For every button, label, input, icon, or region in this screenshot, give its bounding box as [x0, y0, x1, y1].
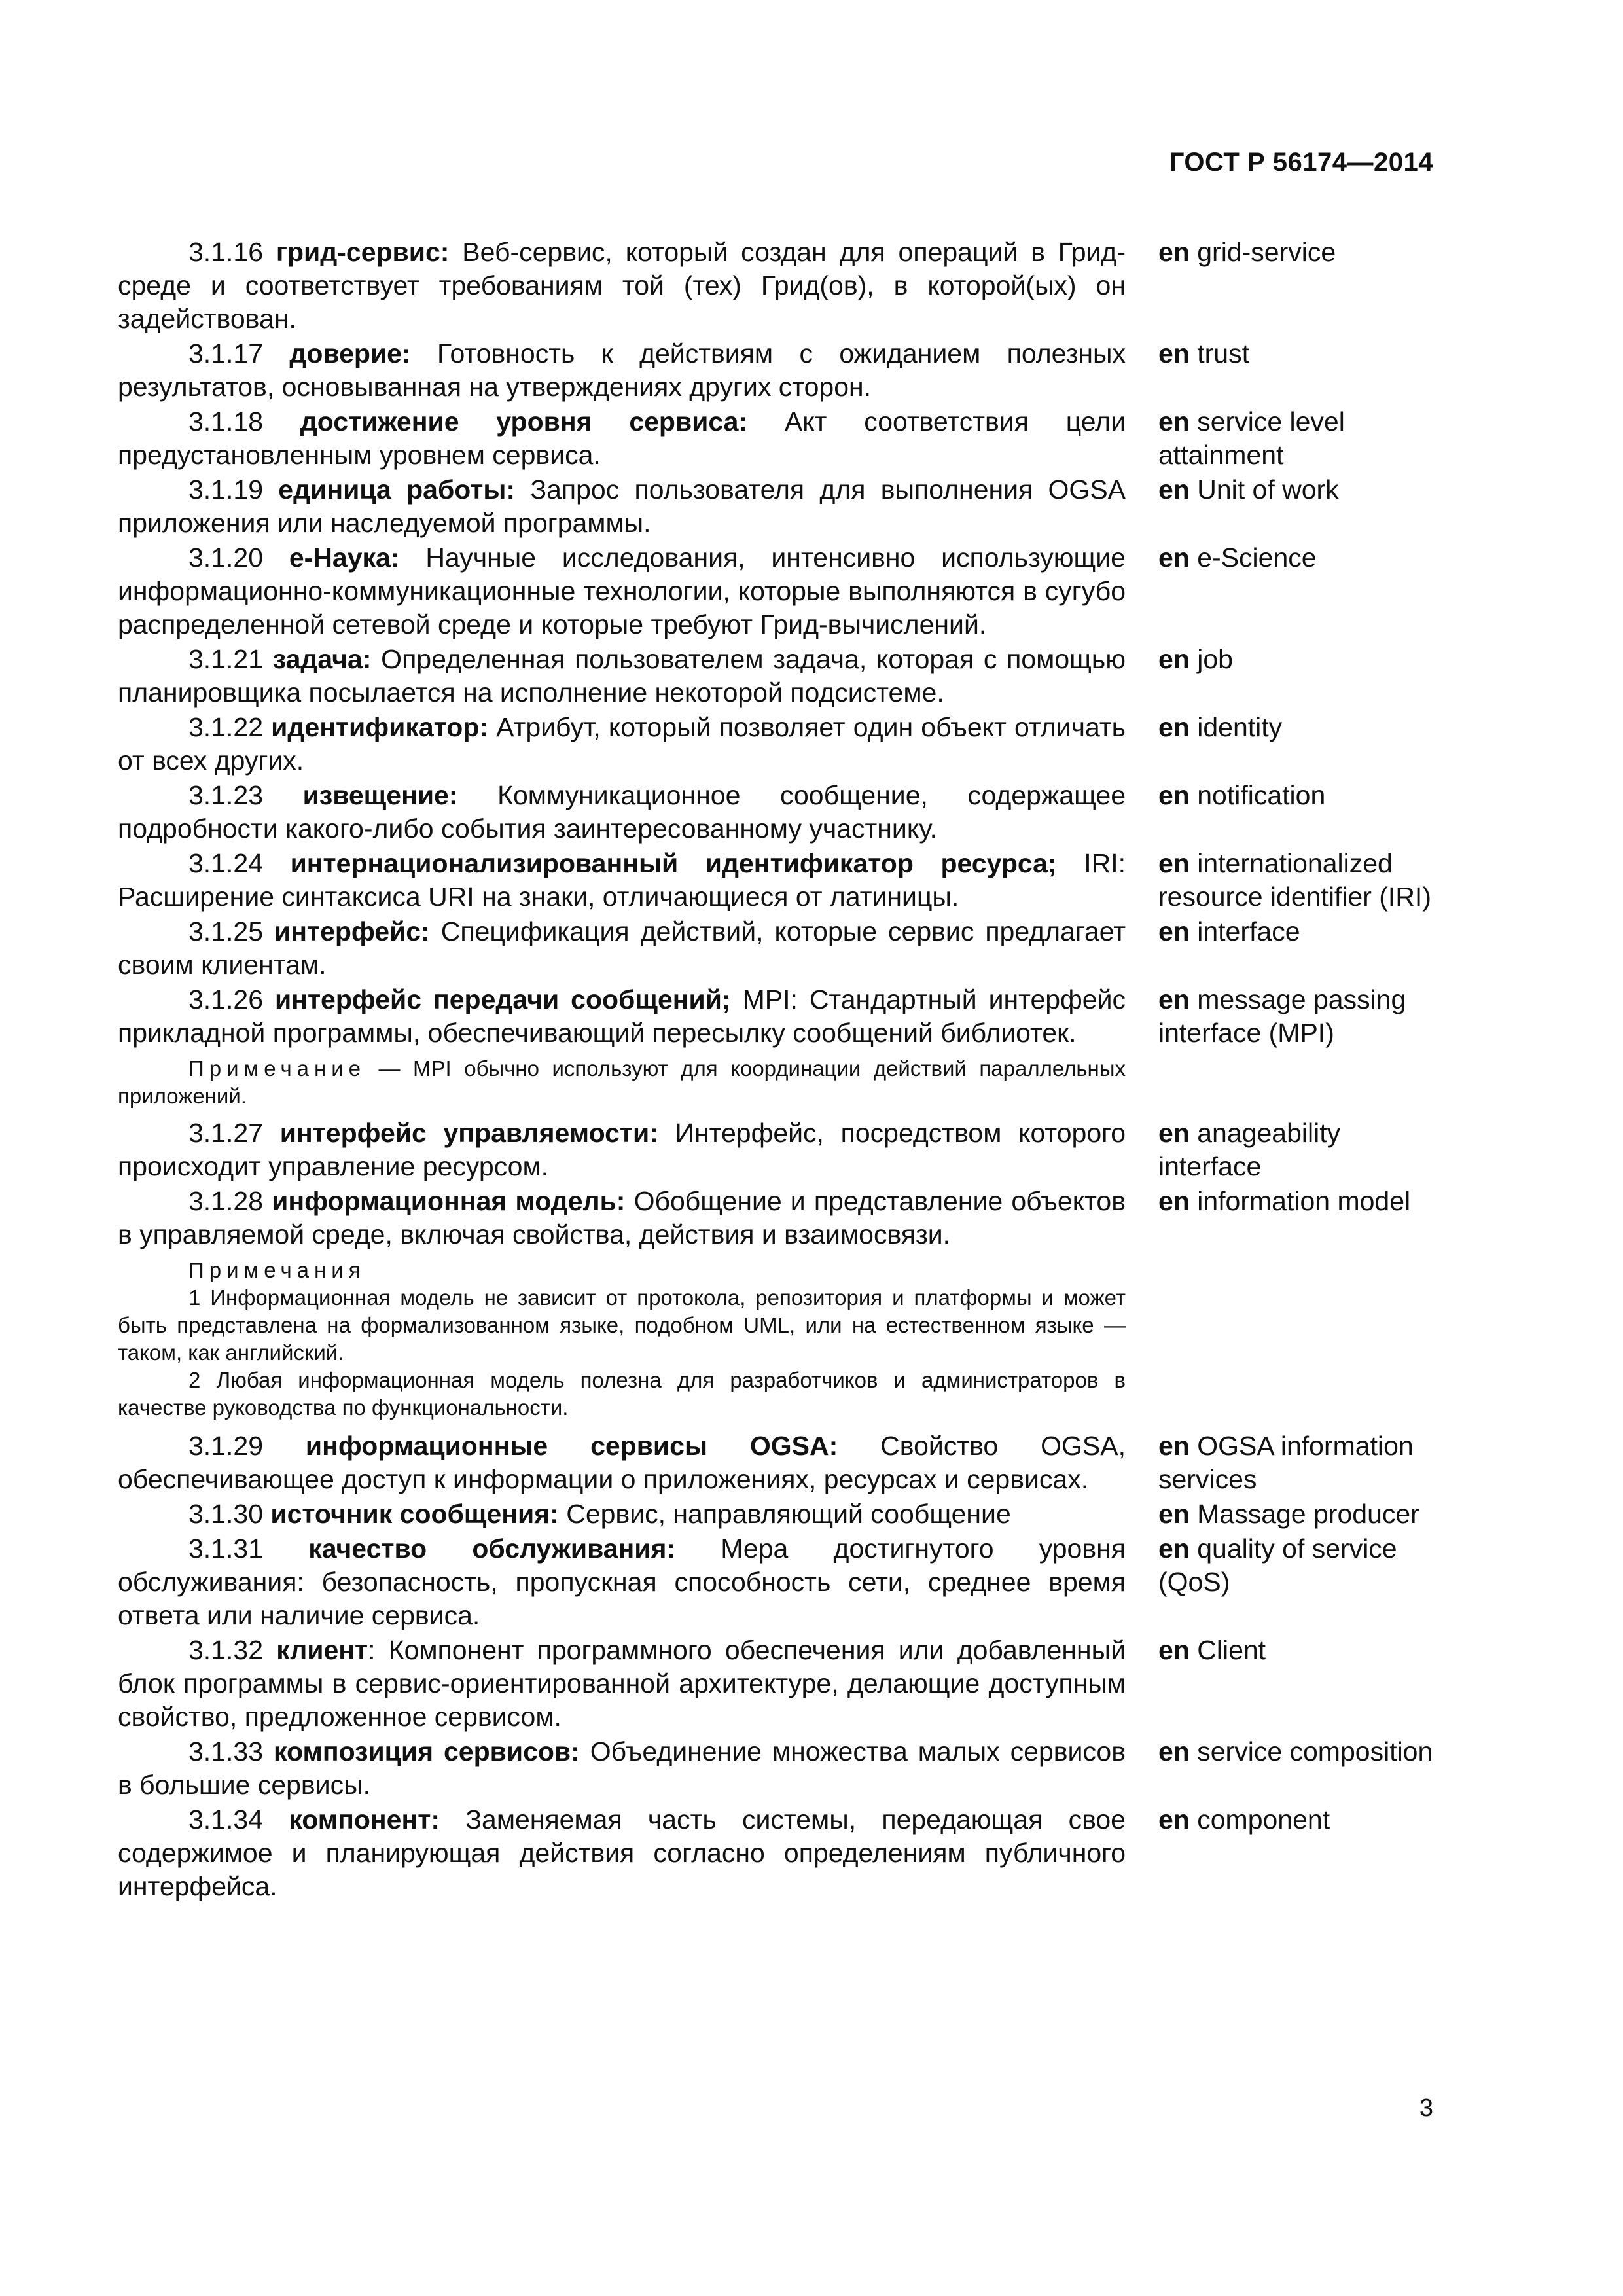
term-description: Готовность к действиям с ожиданием полезных результатов, основыванная на утверждениях других сторон.: [118, 338, 1126, 402]
english-equivalent: [1158, 1735, 1446, 1768]
english-equivalent: [1158, 1803, 1446, 1837]
term-definition: [118, 1117, 1126, 1183]
english-term: information model: [1189, 1186, 1411, 1216]
term-definition: [118, 1429, 1126, 1496]
term-number: 3.1.20: [188, 543, 289, 573]
english-equivalent: [1158, 1185, 1446, 1218]
term-definition: [118, 915, 1126, 982]
term-number: 3.1.34: [188, 1804, 289, 1835]
term-definition: [118, 1498, 1126, 1531]
term-entry: [118, 1532, 1446, 1632]
english-term: service composition: [1189, 1736, 1433, 1767]
term-definition: [118, 711, 1126, 778]
term-number: 3.1.18: [188, 406, 300, 437]
language-code: en: [1158, 1804, 1190, 1835]
term-number: 3.1.26: [188, 984, 275, 1014]
english-term: notification: [1189, 780, 1326, 810]
term-description: Сервис, направляющий сообщение: [558, 1499, 1011, 1529]
term-definition: [118, 847, 1126, 914]
english-equivalent: [1158, 337, 1446, 370]
english-term: Massage producer: [1189, 1499, 1419, 1529]
term-entry: [118, 337, 1446, 404]
term-entry: [118, 915, 1446, 982]
term-number: 3.1.19: [188, 475, 279, 505]
term-entry: [118, 236, 1446, 336]
term-name: качество обслуживания:: [308, 1534, 676, 1564]
term-entry: [118, 1735, 1446, 1802]
term-entry: [118, 1185, 1446, 1251]
english-term: trust: [1189, 338, 1249, 368]
english-equivalent: [1158, 711, 1446, 744]
language-code: en: [1158, 712, 1190, 742]
term-definition: [118, 779, 1126, 846]
term-definition: [118, 236, 1126, 336]
english-equivalent: [1158, 1429, 1446, 1496]
term-entry: [118, 405, 1446, 472]
language-code: en: [1158, 1186, 1190, 1216]
term-description: Объединение множества малых сервисов в большие сервисы.: [118, 1736, 1126, 1800]
language-code: en: [1158, 780, 1190, 810]
term-description: Акт соответствия цели предустановленным уровнем сервиса.: [118, 406, 1126, 470]
term-description: IRI: Расширение синтаксиса URI на знаки, отличающиеся от латиницы.: [118, 848, 1126, 912]
term-description: : Компонент программного обеспечения или добавленный блок программы в сервис-ориентированной архитектуре, делающие доступным свойство, предложенное сервисом.: [118, 1635, 1126, 1732]
english-term: Unit of work: [1189, 475, 1339, 505]
english-equivalent: [1158, 915, 1446, 948]
note-mpi: [118, 1055, 1126, 1110]
term-number: 3.1.21: [188, 644, 273, 674]
language-code: en: [1158, 543, 1190, 573]
term-number: 3.1.33: [188, 1736, 274, 1767]
term-definition: [118, 541, 1126, 641]
english-equivalent: [1158, 236, 1446, 269]
term-name: источник сообщения:: [270, 1499, 559, 1529]
term-entry: [118, 1117, 1446, 1183]
term-number: 3.1.25: [188, 916, 275, 946]
english-term: job: [1189, 644, 1233, 674]
term-name: грид-сервис:: [276, 237, 450, 267]
english-equivalent: [1158, 1634, 1446, 1667]
language-code: en: [1158, 338, 1190, 368]
language-code: en: [1158, 1635, 1190, 1665]
term-definition: [118, 1735, 1126, 1802]
language-code: en: [1158, 644, 1190, 674]
term-definition: [118, 473, 1126, 540]
english-term: e-Science: [1189, 543, 1317, 573]
term-name: извещение:: [302, 780, 458, 810]
term-description: Атрибут, который позволяет один объект отличать от всех других.: [118, 712, 1126, 776]
english-term: OGSA information services: [1158, 1431, 1414, 1494]
term-description: Запрос пользователя для выполнения OGSA приложения или наследуемой программы.: [118, 475, 1126, 538]
term-number: 3.1.30: [188, 1499, 271, 1529]
english-equivalent: [1158, 541, 1446, 575]
term-definition: [118, 1803, 1126, 1903]
language-code: en: [1158, 237, 1190, 267]
term-entry: [118, 1803, 1446, 1903]
term-description: Мера достигнутого уровня обслуживания: безопасность, пропускная способность сети, среднее время ответа или наличие сервиса.: [118, 1534, 1126, 1630]
language-code: en: [1158, 1534, 1190, 1564]
english-equivalent: [1158, 847, 1446, 914]
term-description: Научные исследования, интенсивно использующие информационно-коммуникационные технологии, которые выполняются в сугубо распределенной сетевой среде и которые требуют Грид-вычислений.: [118, 543, 1126, 639]
english-term: quality of service (QoS): [1158, 1534, 1397, 1597]
term-name: доверие:: [289, 338, 411, 368]
term-entry: [118, 983, 1446, 1050]
standard-header: ГОСТ Р 56174—2014: [1169, 148, 1433, 177]
term-number: 3.1.32: [188, 1635, 277, 1665]
note-information-model: [118, 1257, 1126, 1422]
term-description: Свойство OGSA, обеспечивающее доступ к информации о приложениях, ресурсах и сервисах.: [118, 1431, 1126, 1494]
term-name: задача:: [272, 644, 372, 674]
terms-group-2: [118, 1117, 1446, 1251]
english-equivalent: [1158, 1532, 1446, 1599]
english-equivalent: [1158, 643, 1446, 676]
term-description: Веб-сервис, который создан для операций в Грид-среде и соответствует требованиям той (тех) Грид(ов), в которой(ых) он задействован.: [118, 237, 1126, 334]
term-name: единица работы:: [278, 475, 516, 505]
language-code: en: [1158, 1118, 1190, 1148]
english-term: message passing interface (MPI): [1158, 984, 1406, 1048]
english-equivalent: [1158, 405, 1446, 472]
note-item: 2 Любая информационная модель полезна для разработчиков и администраторов в качестве руководства по функциональности.: [118, 1368, 1126, 1420]
term-entry: [118, 473, 1446, 540]
language-code: en: [1158, 848, 1190, 878]
note-item: 1 Информационная модель не зависит от протокола, репозитория и платформы и может быть представлена на формализованном языке, подобном UML, или на естественном языке — таком, как английский.: [118, 1285, 1126, 1365]
term-entry: [118, 541, 1446, 641]
term-name: достижение уровня сервиса:: [300, 406, 748, 437]
term-definition: [118, 1532, 1126, 1632]
language-code: en: [1158, 406, 1190, 437]
term-entry: [118, 711, 1446, 778]
term-entry: [118, 779, 1446, 846]
english-term: component: [1189, 1804, 1330, 1835]
term-name: идентификатор:: [271, 712, 488, 742]
term-number: 3.1.31: [188, 1534, 309, 1564]
term-name: интернационализированный идентификатор ресурса;: [290, 848, 1057, 878]
english-term: Client: [1189, 1635, 1266, 1665]
terms-group-3: [118, 1429, 1446, 1903]
terms-group-1: [118, 236, 1446, 1050]
term-name: компонент:: [289, 1804, 440, 1835]
term-name: интерфейс передачи сообщений;: [274, 984, 731, 1014]
language-code: en: [1158, 1736, 1190, 1767]
term-name: e-Наука:: [289, 543, 400, 573]
term-definition: [118, 643, 1126, 709]
language-code: en: [1158, 1431, 1190, 1461]
term-name: клиент: [276, 1635, 368, 1665]
term-entry: [118, 1634, 1446, 1734]
term-definition: [118, 1634, 1126, 1734]
term-definition: [118, 983, 1126, 1050]
english-term: identity: [1189, 712, 1283, 742]
note-label: Примечание: [188, 1056, 366, 1081]
term-entry: [118, 847, 1446, 914]
english-term: anageability interface: [1158, 1118, 1341, 1181]
term-name: композиция сервисов:: [274, 1736, 580, 1767]
term-number: 3.1.22: [188, 712, 272, 742]
term-definition: [118, 337, 1126, 404]
english-term: internationalized resource identifier (IRI): [1158, 848, 1431, 912]
english-term: service level attainment: [1158, 406, 1345, 470]
notes-label: Примечания: [188, 1258, 366, 1282]
term-number: 3.1.29: [188, 1431, 306, 1461]
english-equivalent: [1158, 983, 1446, 1050]
language-code: en: [1158, 916, 1190, 946]
term-number: 3.1.17: [188, 338, 290, 368]
term-description: Коммуникационное сообщение, содержащее подробности какого-либо события заинтересованному участнику.: [118, 780, 1126, 844]
term-name: информационная модель:: [272, 1186, 626, 1216]
language-code: en: [1158, 984, 1190, 1014]
term-name: информационные сервисы OGSA:: [305, 1431, 838, 1461]
term-number: 3.1.23: [188, 780, 303, 810]
term-description: MPI: Стандартный интерфейс прикладной программы, обеспечивающий пересылку сообщений библиотек.: [118, 984, 1126, 1048]
english-equivalent: [1158, 1117, 1446, 1183]
term-description: Обобщение и представление объектов в управляемой среде, включая свойства, действия и взаимосвязи.: [118, 1186, 1126, 1249]
language-code: en: [1158, 1499, 1190, 1529]
term-description: Определенная пользователем задача, которая с помощью планировщика посылается на исполнение некоторой подсистеме.: [118, 644, 1126, 708]
term-name: интерфейс управляемости:: [279, 1118, 658, 1148]
term-description: Заменяемая часть системы, передающая свое содержимое и планирующая действия согласно определениям публичного интерфейса.: [118, 1804, 1126, 1901]
term-name: интерфейс:: [274, 916, 430, 946]
term-entry: [118, 643, 1446, 709]
english-equivalent: [1158, 473, 1446, 507]
term-number: 3.1.16: [188, 237, 276, 267]
english-term: grid-service: [1189, 237, 1336, 267]
term-number: 3.1.28: [188, 1186, 272, 1216]
term-entry: [118, 1429, 1446, 1496]
term-description: Спецификация действий, которые сервис предлагает своим клиентам.: [118, 916, 1126, 980]
page-number: 3: [1419, 2094, 1433, 2122]
english-term: interface: [1189, 916, 1300, 946]
term-definition: [118, 405, 1126, 472]
term-number: 3.1.24: [188, 848, 291, 878]
english-equivalent: [1158, 779, 1446, 812]
terms-content: [118, 236, 1446, 1905]
note-text: — MPI обычно используют для координации действий параллельных приложений.: [118, 1056, 1126, 1108]
term-description: Интерфейс, посредством которого происходит управление ресурсом.: [118, 1118, 1126, 1181]
term-definition: [118, 1185, 1126, 1251]
term-number: 3.1.27: [188, 1118, 280, 1148]
term-entry: [118, 1498, 1446, 1531]
english-equivalent: [1158, 1498, 1446, 1531]
language-code: en: [1158, 475, 1190, 505]
